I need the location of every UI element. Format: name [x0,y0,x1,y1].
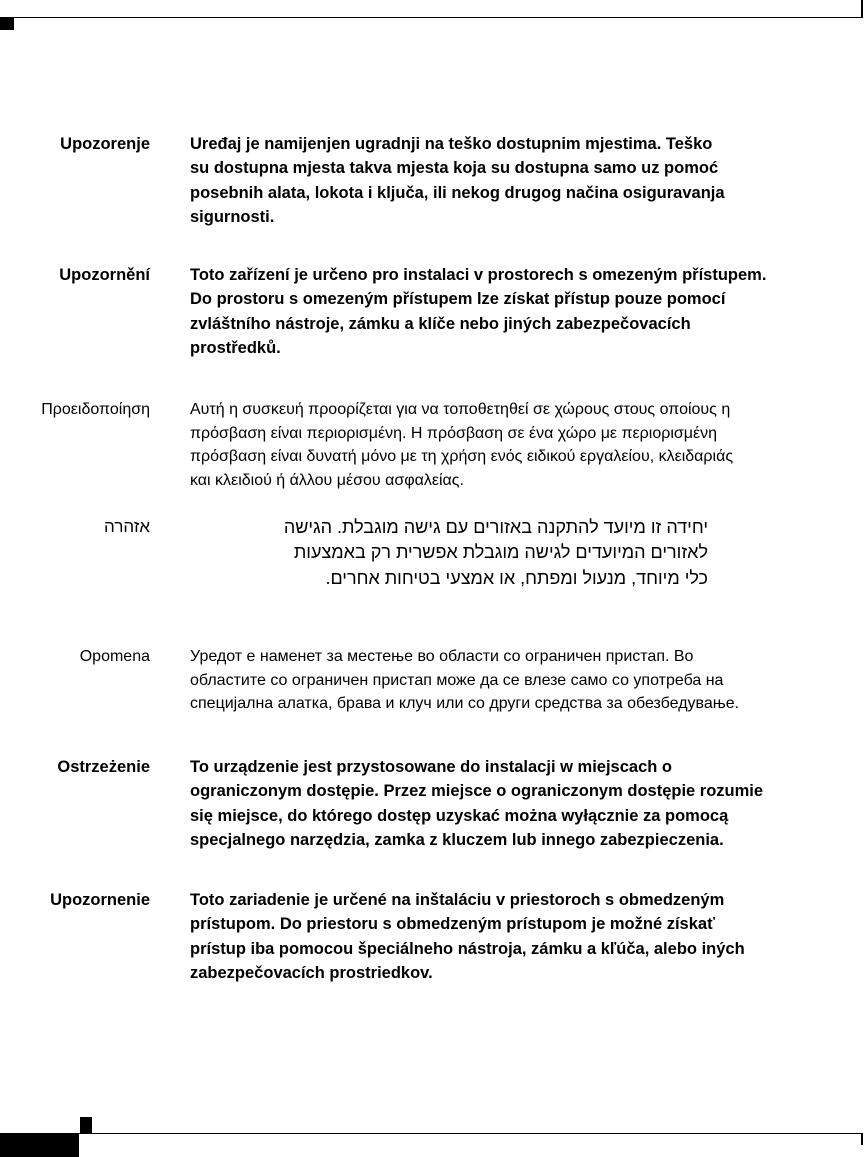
footer-right-tick [861,1133,863,1145]
warning-text [190,645,855,716]
text-line: zvláštního nástroje, zámku a klíče nebo jiných zabezpečovacích [190,314,691,333]
text-line: posebnih alata, lokota i ključa, ili nekog drugog načina osiguravanja [190,183,725,202]
warning-label: Ostrzeżenie [57,758,150,776]
text-line: כלי מיוחד, מנעול ומפתח, או אמצעי בטיחות אחרים. [325,567,708,588]
header-right-tick [861,0,863,18]
warning-label: Upozornenie [50,891,150,909]
header-corner-mark [0,18,14,30]
warning-text [190,515,708,591]
warning-label: Opomena [79,648,150,665]
warning-text [190,263,855,360]
footer-corner-mark [80,1117,92,1133]
text-line: Αυτή η συσκευή προορίζεται για να τοποθετηθεί σε χώρους στους οποίους η [190,401,731,418]
warning-text [190,132,855,229]
text-line: Toto zariadenie je určené na inštaláciu v priestoroch s obmedzeným [190,891,725,909]
text-line: To urządzenie jest przystosowane do instalacji w miejscach o [190,758,672,776]
warning-text [190,398,855,492]
text-line: sigurnosti. [190,207,275,226]
warning-label: Upozornění [59,266,150,284]
text-line: Do prostoru s omezeným přístupem lze získat přístup pouze pomocí [190,290,726,309]
text-line: su dostupna mjesta takva mjesta koja su dostupna samo uz pomoć [190,159,719,178]
text-line: prístup iba pomocou špeciálneho nástroja, zámku a kľúča, alebo iných [190,939,745,958]
warning-text [190,755,855,852]
text-line: ograniczonym dostępie. Przez miejsce o ograniczonym dostępie rozumie [190,782,764,801]
text-line: יחידה זו מיועד להתקנה באזורים עם גישה מוגבלת. הגישה [283,517,708,537]
text-line: prístupom. Do priestoru s obmedzeným prístupom je možné získať [190,915,715,934]
text-line: Уредот е наменет за местење во области со ограничен пристап. Во [190,648,694,665]
text-line: specjalnego narzędzia, zamka z kluczem lub innego zabezpieczenia. [190,830,724,849]
text-line: областите со ограничен пристап може да се влезе само со употреба на [190,671,724,689]
warning-label: Προειδοποίηση [41,401,150,418]
text-line: πρόσβαση είναι περιορισμένη. Η πρόσβαση σε ένα χώρο με περιορισμένη [190,424,717,442]
text-line: πρόσβαση είναι δυνατή μόνο με τη χρήση ενός ειδικού εργαλείου, κλειδαριάς [190,448,734,466]
warning-label: אזהרה [104,517,150,536]
text-line: prostředků. [190,338,281,357]
text-line: Uređaj je namijenjen ugradnji na teško dostupnim mjestima. Teško [190,135,713,153]
warning-label: Upozorenje [60,135,150,153]
text-line: się miejsce, do którego dostęp uzyskać można wyłącznie za pomocą [190,806,729,825]
text-line: специјална алатка, брава и клуч или со други средства за обезбедување. [190,695,740,713]
text-line: και κλειδιού ή άλλου μέσου ασφαλείας. [190,471,464,489]
footer-rule [79,1133,863,1134]
warning-text [190,888,855,985]
text-line: לאזורים המיועדים לגישה מוגבלת אפשרית רק באמצעות [293,542,708,563]
footer-page-tab [0,1133,79,1157]
header-rule [0,17,863,18]
text-line: zabezpečovacích prostriedkov. [190,963,433,982]
text-line: Toto zařízení je určeno pro instalaci v prostorech s omezeným přístupem. [190,266,767,284]
